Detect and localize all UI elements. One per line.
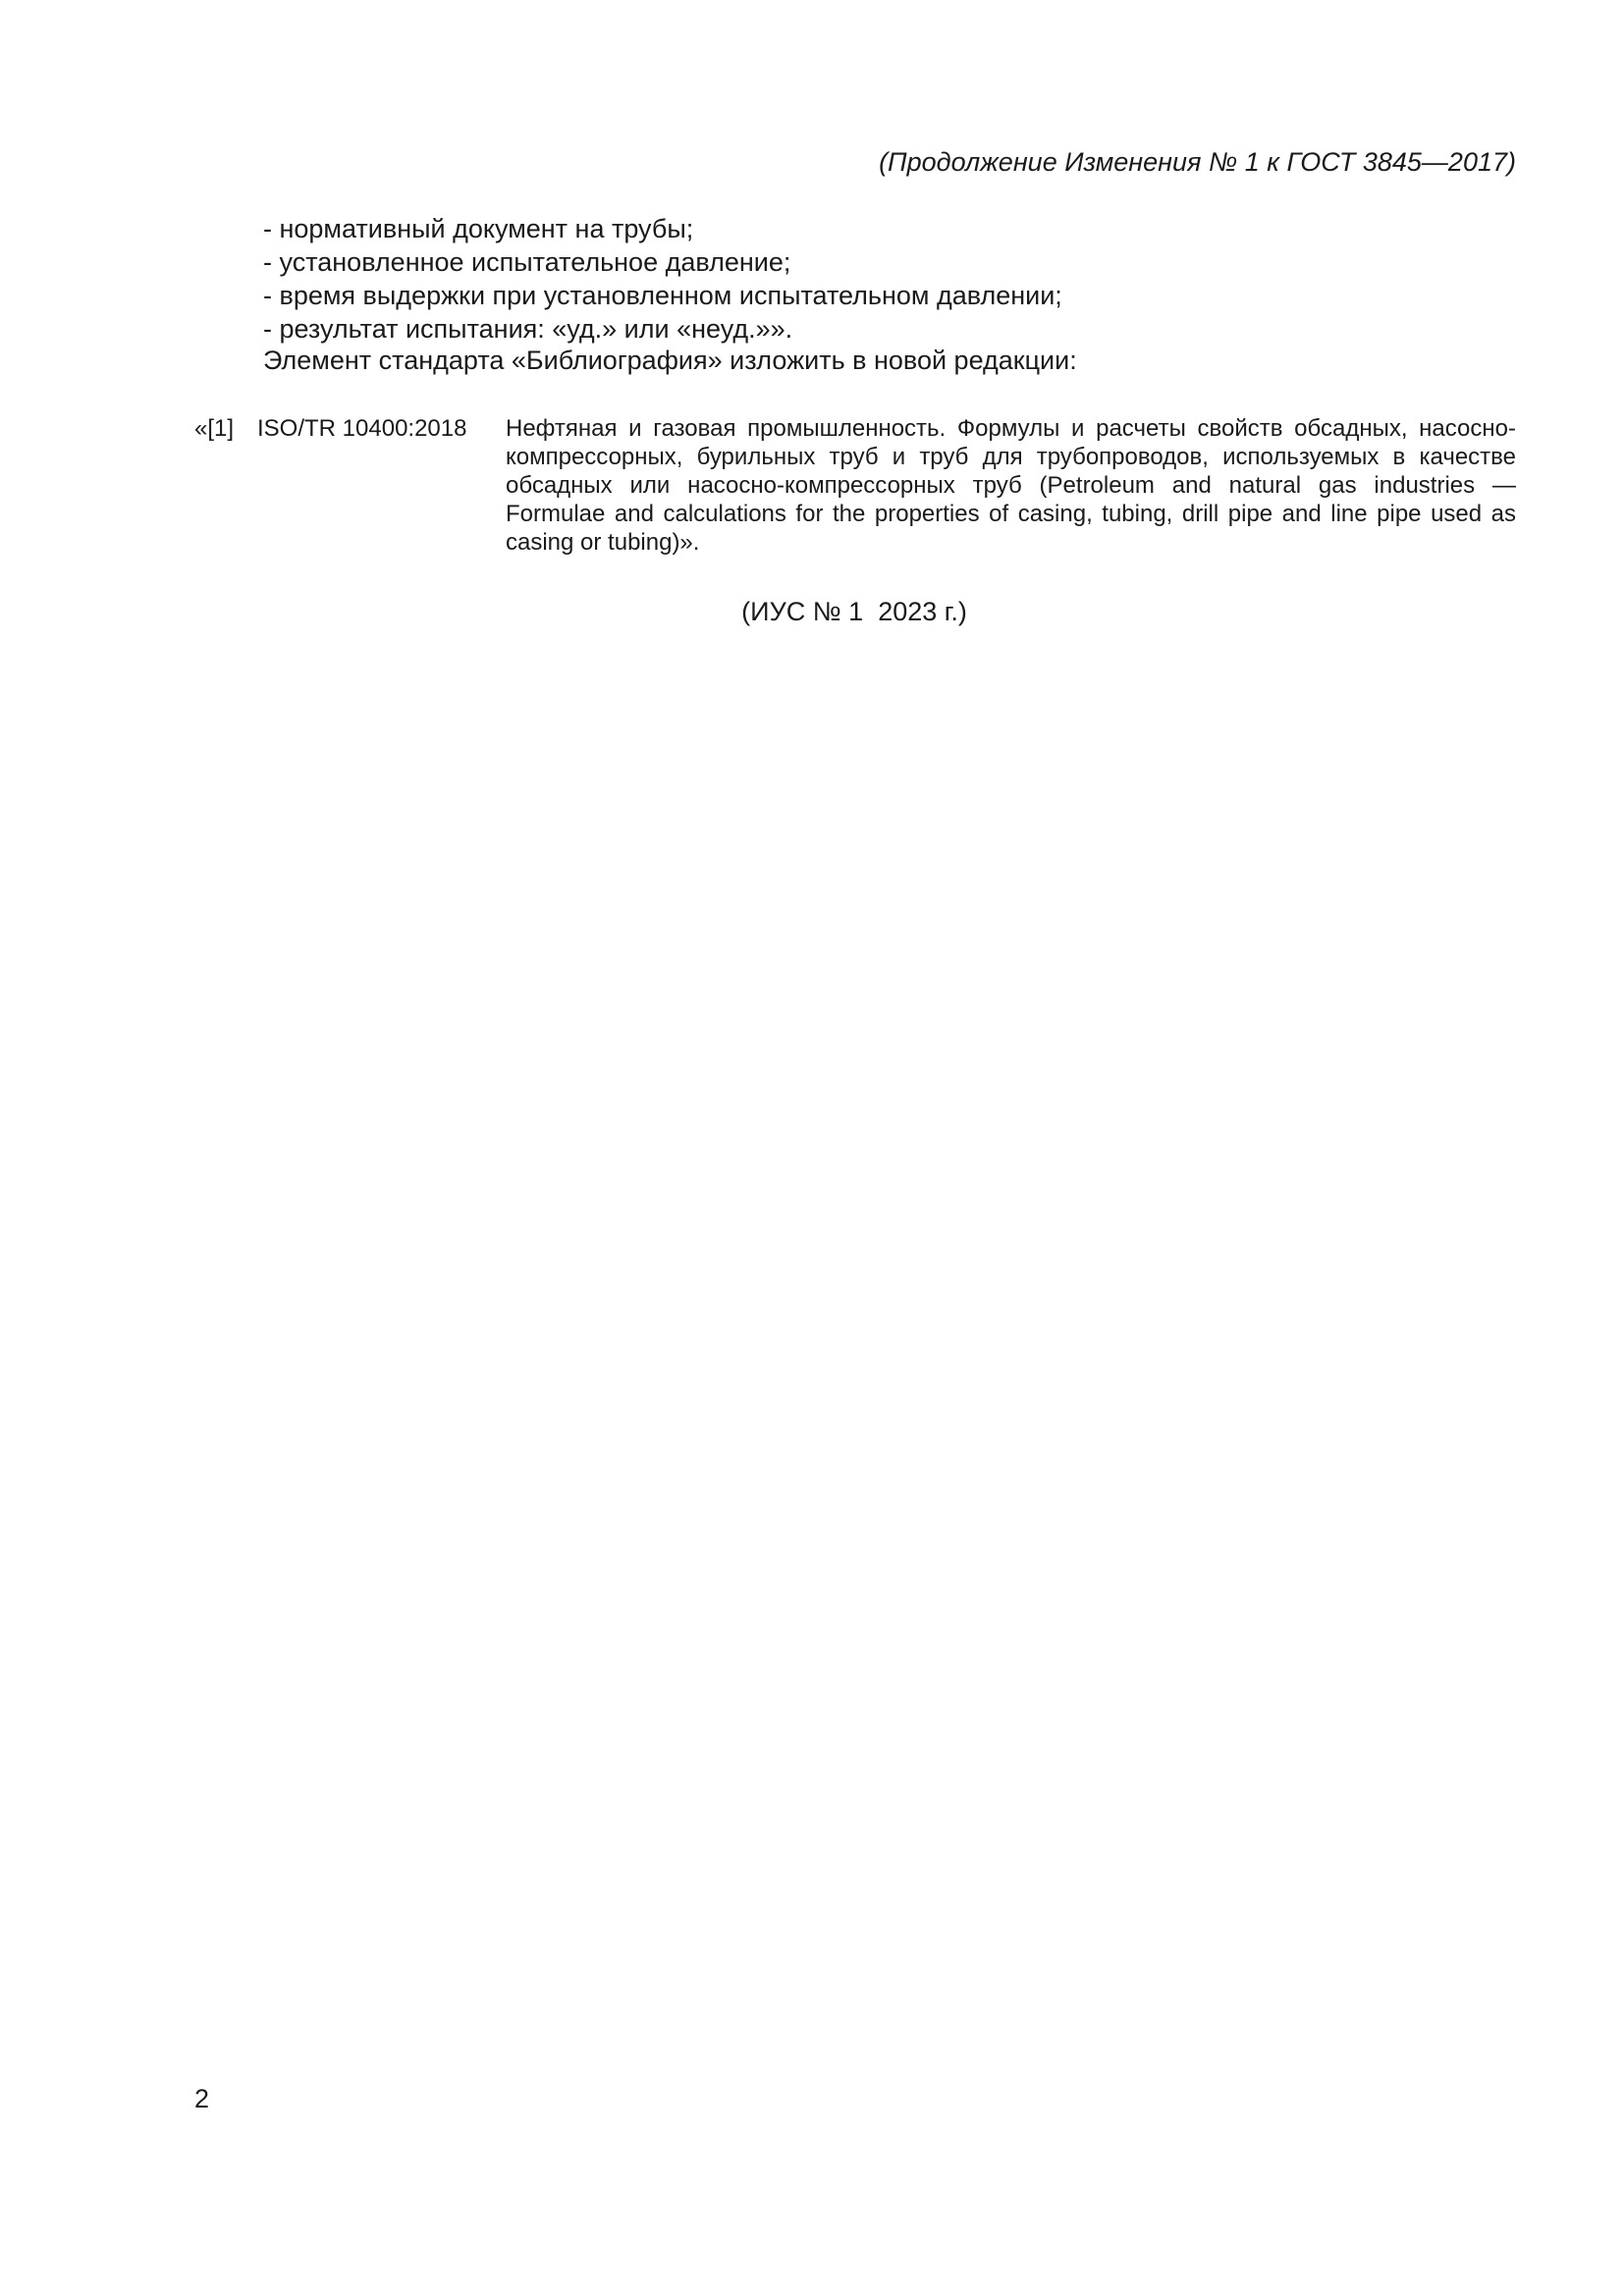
- list-item: - нормативный документ на трубы;: [263, 214, 694, 243]
- list-item: - результат испытания: «уд.» или «неуд.»».: [263, 314, 793, 344]
- continuation-header: (Продолжение Изменения № 1 к ГОСТ 3845—2017): [879, 147, 1516, 177]
- list-item: - время выдержки при установленном испытательном давлении;: [263, 281, 1062, 310]
- requirements-list: [263, 212, 1062, 346]
- bibliography-code: ISO/TR 10400:2018: [257, 415, 467, 442]
- bibliography-number: «[1]: [194, 415, 235, 442]
- instruction-text: Элемент стандарта «Библиография» изложить в новой редакции:: [263, 346, 1077, 375]
- list-item: - установленное испытательное давление;: [263, 247, 791, 277]
- bibliography-description: Нефтяная и газовая промышленность. Формулы и расчеты свойств обсадных, насосно-компрессорных, бурильных труб и труб для трубопроводов, используемых в качестве обсадных или насосно-компрессорных труб (Petroleum and natural gas industries — Formulae and calculations for the properties of casing, tubing, drill pipe and line pipe used as casing or tubing)».: [506, 415, 1516, 556]
- page-number: 2: [194, 2084, 210, 2113]
- ius-reference: (ИУС № 1 2023 г.): [741, 597, 967, 626]
- bibliography-entry: [194, 414, 1516, 557]
